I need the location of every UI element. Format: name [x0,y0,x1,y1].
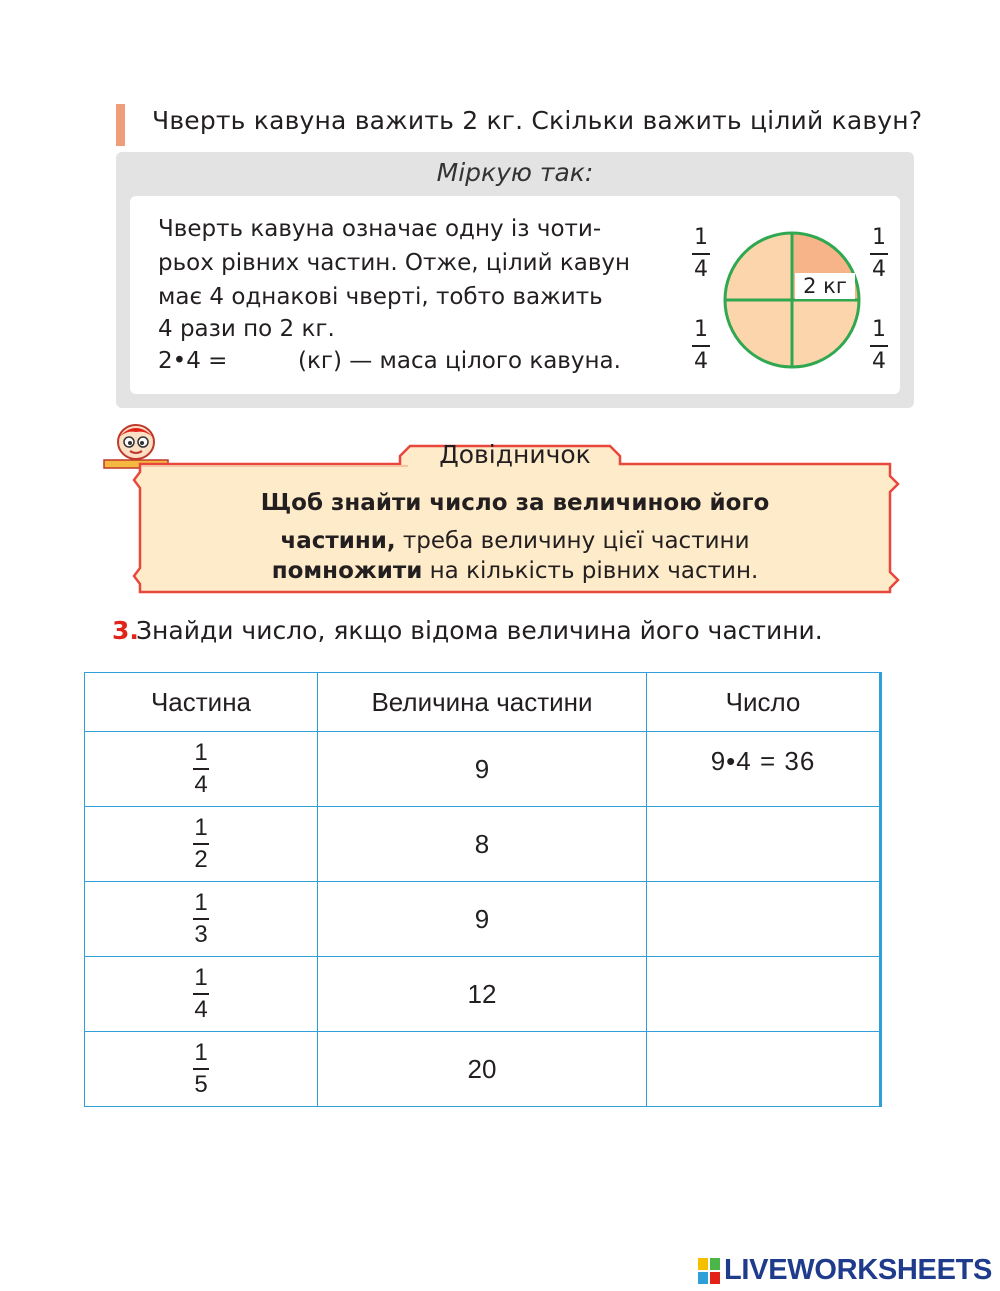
part-value: 20 [467,1053,497,1084]
value-cell [318,732,647,807]
header-part: Частина [85,673,318,732]
answer-cell[interactable] [647,882,881,957]
answer-cell[interactable] [647,957,881,1032]
parts-table [84,672,882,1107]
equation-lhs: 2•4 = [158,348,228,374]
logo-block [698,1272,708,1284]
value-cell [318,957,647,1032]
fraction-denominator: 2 [194,845,208,873]
fraction-cell [85,732,318,807]
fraction-numerator: 1 [194,963,208,991]
fraction-cell [85,1032,318,1107]
reference-line-2 [140,528,890,554]
reasoning-box [116,152,914,408]
value-cell [318,807,647,882]
table-row [85,957,881,1032]
fraction-cell [85,957,318,1032]
problem-text: Чверть кавуна важить 2 кг. Скільки важить цілий кавун? [152,106,923,135]
fraction-denominator: 3 [194,920,208,948]
reference-line-1: Щоб знайти число за величиною його [260,490,770,516]
fraction-numerator: 1 [194,888,208,916]
value-cell [318,1032,647,1107]
fraction-bar [692,253,710,255]
reasoning-panel [130,196,900,394]
part-value: 9 [474,903,490,934]
fraction-bar [193,843,209,845]
reference-bold-word: помножити [271,558,423,584]
reference-text: на кількість рівних частин. [422,558,759,584]
fraction-bottom-left [690,318,712,374]
logo-text: LIVEWORKSHEETS [724,1254,993,1286]
answer-cell[interactable] [647,1032,881,1107]
logo-block [698,1258,708,1270]
fraction-denominator: 4 [194,770,208,798]
watermelon-circle-diagram [722,230,862,370]
answer-text: 9•4 = 36 [710,745,816,776]
table-header-row [85,673,881,732]
answer-cell[interactable] [647,732,881,807]
fraction-numerator: 1 [194,813,208,841]
logo-block [710,1272,720,1284]
header-part-value: Величина частини [318,673,647,732]
fraction-bar [193,768,209,770]
fraction-bar [193,918,209,920]
table-fraction [193,1040,209,1098]
liveworksheets-logo[interactable] [698,1254,992,1287]
circle-label: 2 кг [803,274,847,298]
fraction-numerator: 1 [694,317,708,342]
fraction-bar [870,253,888,255]
header-number: Число [647,673,881,732]
fraction-bar [870,345,888,347]
task-number: 3. [112,616,139,645]
fraction-denominator: 4 [694,349,708,374]
fraction-cell [85,807,318,882]
reference-bold-word: частини, [280,528,396,554]
fraction-denominator: 5 [194,1070,208,1098]
fraction-top-right [868,226,890,282]
fraction-top-left [690,226,712,282]
accent-bar [116,104,125,146]
part-value: 9 [474,753,490,784]
table-fraction [193,740,209,798]
table-row [85,732,881,807]
reasoning-line: 4 рази по 2 кг. [158,316,335,342]
reference-tab-label: Довідничок [439,440,591,469]
part-value: 8 [474,828,490,859]
fraction-bar [193,1068,209,1070]
answer-cell[interactable] [647,807,881,882]
fraction-denominator: 4 [694,257,708,282]
reasoning-line: рьох рівних частин. Отже, цілий кавун [158,250,631,276]
table-fraction [193,815,209,873]
fraction-cell [85,882,318,957]
fraction-denominator: 4 [194,995,208,1023]
reasoning-title: Міркую так: [436,158,594,187]
table-row [85,1032,881,1107]
fraction-denominator: 4 [872,257,886,282]
reasoning-line: Чверть кавуна означає одну із чоти- [158,216,602,242]
part-value: 12 [467,978,497,1009]
fraction-denominator: 4 [872,349,886,374]
table-fraction [193,890,209,948]
fraction-numerator: 1 [194,1038,208,1066]
task-text: Знайди число, якщо відома величина його частини. [136,616,823,645]
fraction-bar [193,993,209,995]
table-row [85,882,881,957]
equation-rhs: (кг) — маса цілого кавуна. [298,348,621,374]
table-row [85,807,881,882]
fraction-bar [692,345,710,347]
table-fraction [193,965,209,1023]
reference-text: треба величину цієї частини [395,528,750,554]
value-cell [318,882,647,957]
fraction-bottom-right [868,318,890,374]
fraction-numerator: 1 [872,317,886,342]
reference-line-3 [140,558,890,584]
fraction-numerator: 1 [194,738,208,766]
fraction-numerator: 1 [694,225,708,250]
fraction-numerator: 1 [872,225,886,250]
logo-blocks-icon [698,1258,720,1284]
reasoning-line: має 4 однакові чверті, тобто важить [158,284,603,310]
logo-block [710,1258,720,1270]
